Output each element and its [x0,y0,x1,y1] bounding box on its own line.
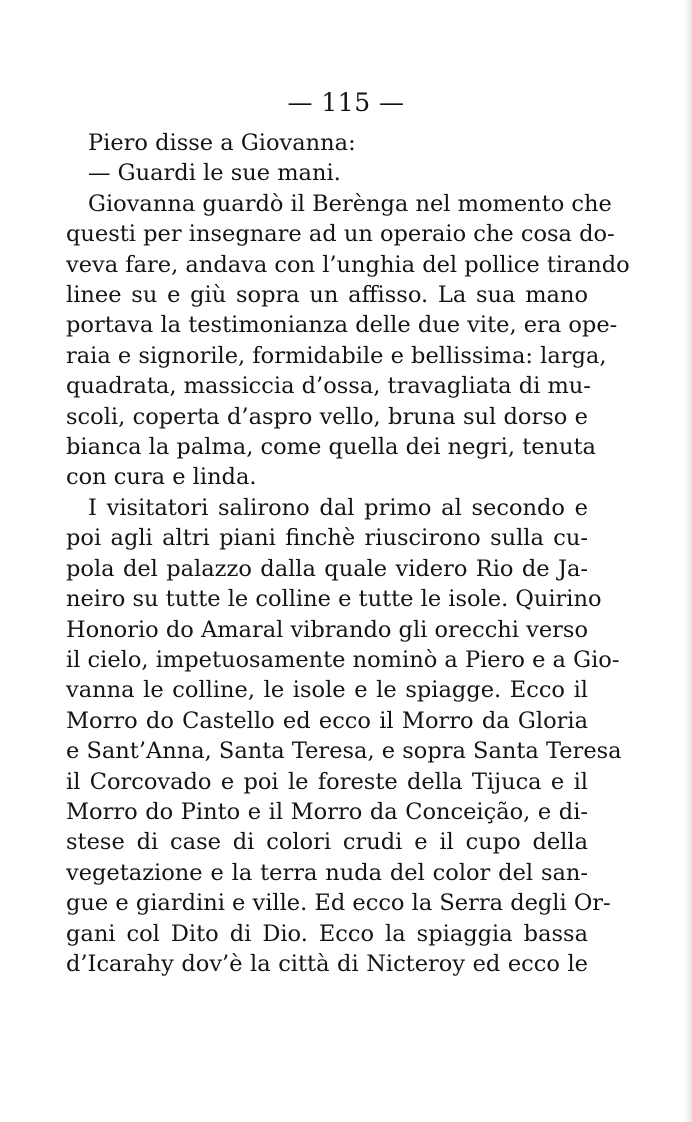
text-line: — Guardi le sue mani. [88,160,341,187]
text-line: poi agli altri piani finchè riuscirono sulla cu- [66,525,588,552]
text-line: scoli, coperta d’aspro vello, bruna sul dorso e [66,403,588,430]
text-line: Morro do Pinto e il Morro da Conceição, e di- [66,798,588,825]
text-line: vegetazione e la terra nuda del color del san- [66,859,588,886]
text-line: quadrata, massiccia d’ossa, travagliata di mu- [66,373,591,400]
page-number: — 115 — [287,88,405,117]
text-line: Piero disse a Giovanna: [88,130,356,156]
text-line: Giovanna guardò il Berènga nel momento che [88,190,612,217]
text-line: neiro su tutte le colline e tutte le isole. Quirino [66,586,602,613]
text-line: veva fare, andava con l’unghia del pollice tirando [66,251,630,278]
text-line: linee su e giù sopra un affisso. La sua mano [66,282,588,309]
text-line: portava la testimonianza delle due vite, era ope- [66,312,618,339]
text-line: e Sant’Anna, Santa Teresa, e sopra Santa Teresa [66,738,622,765]
text-line: gani col Dito di Dio. Ecco la spiaggia bassa [66,920,588,947]
page-edge-shadow [684,0,692,1122]
text-line: pola del palazzo dalla quale videro Rio de Ja- [66,555,588,582]
text-line: d’Icarahy dov’è la città di Nicteroy ed ecco le [66,950,588,977]
text-line: il cielo, impetuosamente nominò a Piero e a Gio- [66,646,620,673]
text-line: Morro do Castello ed ecco il Morro da Gloria [66,707,588,734]
text-line: Honorio do Amaral vibrando gli orecchi verso [66,616,589,643]
text-line: raia e signorile, formidabile e bellissima: larga, [66,342,607,369]
text-line: il Corcovado e poi le foreste della Tijuca e il [66,768,588,795]
text-line: questi per insegnare ad un operaio che cosa do- [66,221,615,248]
text-line: con cura e linda. [66,464,257,491]
text-line: vanna le colline, le isole e le spiagge. Ecco il [66,677,588,704]
text-line: I visitatori salirono dal primo al secondo e [88,494,588,521]
text-line: bianca la palma, come quella dei negri, tenuta [66,434,596,461]
text-line: gue e giardini e ville. Ed ecco la Serra degli Or- [66,890,611,917]
text-line: stese di case di colori crudi e il cupo della [66,829,588,856]
body-text [66,128,630,979]
